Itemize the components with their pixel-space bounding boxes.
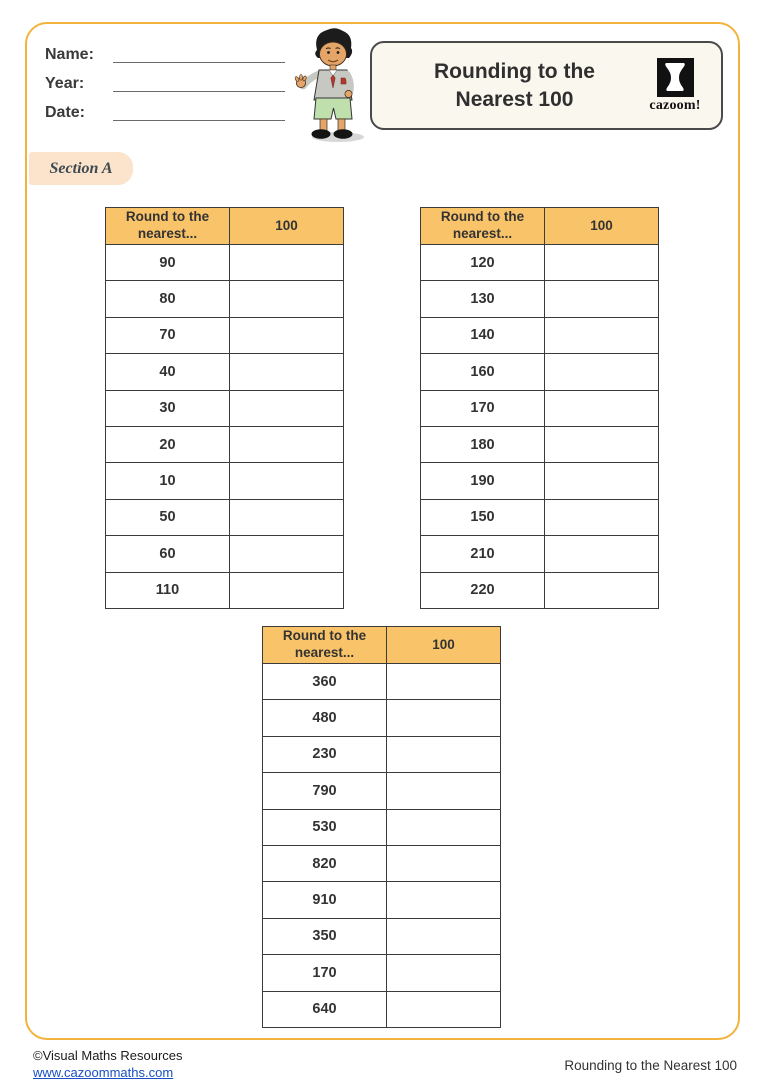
number-cell: 210 — [421, 536, 545, 572]
section-a-tab — [29, 152, 133, 185]
number-cell: 80 — [106, 281, 230, 317]
number-cell: 480 — [263, 700, 387, 736]
copyright-text: ©Visual Maths Resources — [33, 1048, 183, 1063]
table-row — [106, 426, 344, 462]
table-row — [106, 245, 344, 281]
table-header-row — [263, 627, 501, 664]
cazoom-logo — [639, 58, 711, 114]
table-row — [421, 281, 659, 317]
answer-cell[interactable] — [230, 354, 344, 390]
answer-cell[interactable] — [230, 536, 344, 572]
number-cell: 120 — [421, 245, 545, 281]
round-to-nearest-header: Round to the nearest... — [106, 208, 230, 245]
year-label: Year: — [45, 75, 85, 92]
number-cell: 20 — [106, 426, 230, 462]
answer-cell[interactable] — [230, 499, 344, 535]
answer-cell[interactable] — [387, 736, 501, 772]
answer-cell[interactable] — [230, 245, 344, 281]
number-cell: 530 — [263, 809, 387, 845]
answer-cell[interactable] — [387, 664, 501, 700]
table-row — [421, 536, 659, 572]
answer-cell[interactable] — [545, 572, 659, 608]
nearest-100-header: 100 — [387, 627, 501, 664]
answer-cell[interactable] — [545, 317, 659, 353]
worksheet-title — [372, 58, 639, 113]
number-cell: 150 — [421, 499, 545, 535]
table-row — [421, 463, 659, 499]
table-row — [263, 955, 501, 991]
number-cell: 130 — [421, 281, 545, 317]
number-cell: 230 — [263, 736, 387, 772]
number-cell: 350 — [263, 918, 387, 954]
rounding-table-2 — [420, 207, 659, 609]
table-row — [421, 499, 659, 535]
table-row — [263, 918, 501, 954]
table-row — [106, 317, 344, 353]
answer-cell[interactable] — [230, 463, 344, 499]
table-row — [106, 463, 344, 499]
number-cell: 60 — [106, 536, 230, 572]
table-row — [421, 390, 659, 426]
table-row — [421, 317, 659, 353]
answer-cell[interactable] — [545, 390, 659, 426]
table-row — [106, 536, 344, 572]
answer-cell[interactable] — [230, 426, 344, 462]
answer-cell[interactable] — [387, 955, 501, 991]
number-cell: 820 — [263, 845, 387, 881]
number-cell: 640 — [263, 991, 387, 1027]
worksheet-title-box — [370, 41, 723, 130]
answer-cell[interactable] — [545, 245, 659, 281]
nearest-100-header: 100 — [545, 208, 659, 245]
footer-page-title: Rounding to the Nearest 100 — [564, 1058, 737, 1073]
answer-cell[interactable] — [387, 882, 501, 918]
answer-cell[interactable] — [545, 463, 659, 499]
table-row — [106, 354, 344, 390]
year-field-row — [45, 75, 295, 104]
student-info-block — [45, 46, 295, 133]
table-row — [263, 991, 501, 1027]
table-row — [263, 736, 501, 772]
number-cell: 790 — [263, 773, 387, 809]
table-row — [263, 809, 501, 845]
year-write-in-line[interactable] — [113, 91, 285, 92]
table-row — [106, 499, 344, 535]
table-row — [263, 845, 501, 881]
number-cell: 160 — [421, 354, 545, 390]
name-label: Name: — [45, 46, 94, 63]
table-header-row — [106, 208, 344, 245]
date-label: Date: — [45, 104, 86, 121]
answer-cell[interactable] — [545, 499, 659, 535]
answer-cell[interactable] — [545, 281, 659, 317]
number-cell: 180 — [421, 426, 545, 462]
number-cell: 50 — [106, 499, 230, 535]
answer-cell[interactable] — [387, 991, 501, 1027]
table-row — [106, 390, 344, 426]
table-row — [263, 882, 501, 918]
cazoom-logo-text: cazoom! — [649, 97, 701, 113]
answer-cell[interactable] — [230, 317, 344, 353]
drum-icon — [657, 58, 694, 97]
answer-cell[interactable] — [545, 354, 659, 390]
table-header-row — [421, 208, 659, 245]
table-row — [421, 245, 659, 281]
number-cell: 90 — [106, 245, 230, 281]
schoolboy-mascot-illustration — [291, 26, 375, 146]
round-to-nearest-header: Round to the nearest... — [263, 627, 387, 664]
schoolboy-icon — [291, 26, 375, 146]
number-cell: 170 — [421, 390, 545, 426]
date-write-in-line[interactable] — [113, 120, 285, 121]
answer-cell[interactable] — [230, 390, 344, 426]
section-a-label: Section A — [49, 159, 113, 177]
number-cell: 30 — [106, 390, 230, 426]
answer-cell[interactable] — [545, 536, 659, 572]
number-cell: 170 — [263, 955, 387, 991]
number-cell: 910 — [263, 882, 387, 918]
answer-cell[interactable] — [387, 918, 501, 954]
number-cell: 360 — [263, 664, 387, 700]
number-cell: 190 — [421, 463, 545, 499]
round-to-nearest-header: Round to the nearest... — [421, 208, 545, 245]
date-field-row — [45, 104, 295, 133]
number-cell: 70 — [106, 317, 230, 353]
worksheet-title-line1: Rounding to the — [434, 60, 595, 84]
answer-cell[interactable] — [545, 426, 659, 462]
worksheet-title-line2: Nearest 100 — [455, 87, 574, 111]
table-row — [263, 773, 501, 809]
number-cell: 110 — [106, 572, 230, 608]
nearest-100-header: 100 — [230, 208, 344, 245]
answer-cell[interactable] — [387, 700, 501, 736]
number-cell: 140 — [421, 317, 545, 353]
answer-cell[interactable] — [387, 845, 501, 881]
rounding-table-3 — [262, 626, 501, 1028]
answer-cell[interactable] — [230, 281, 344, 317]
table-row — [263, 700, 501, 736]
table-row — [421, 354, 659, 390]
name-write-in-line[interactable] — [113, 62, 285, 63]
footer-attribution — [33, 1048, 183, 1080]
number-cell: 220 — [421, 572, 545, 608]
answer-cell[interactable] — [387, 773, 501, 809]
table-row — [421, 572, 659, 608]
answer-cell[interactable] — [387, 809, 501, 845]
rounding-table-1 — [105, 207, 344, 609]
table-row — [421, 426, 659, 462]
number-cell: 40 — [106, 354, 230, 390]
table-row — [263, 664, 501, 700]
number-cell: 10 — [106, 463, 230, 499]
table-row — [106, 281, 344, 317]
answer-cell[interactable] — [230, 572, 344, 608]
name-field-row — [45, 46, 295, 75]
table-row — [106, 572, 344, 608]
cazoommaths-link[interactable]: www.cazoommaths.com — [33, 1065, 174, 1080]
